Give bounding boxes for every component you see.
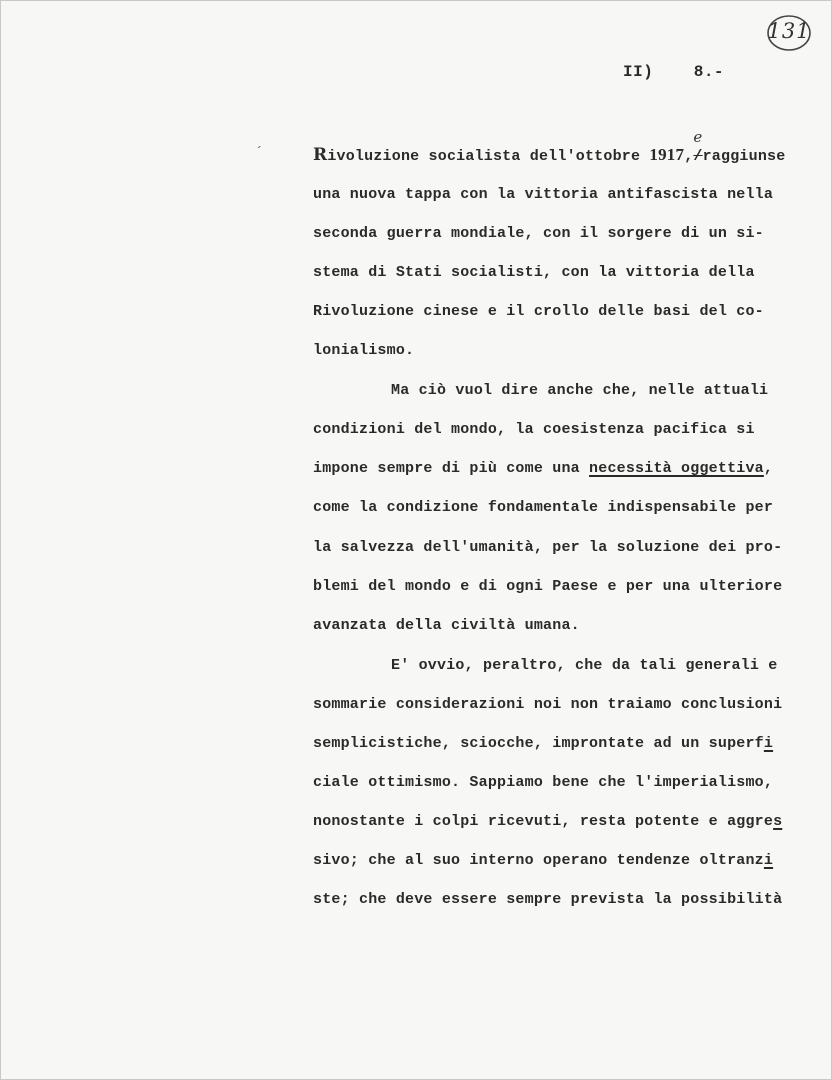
handwritten-correction <box>693 128 703 167</box>
text-line-7: Ma ciò vuol dire anche che, nelle attuali <box>391 382 769 399</box>
text-segment: ivoluzione socialista dell'ottobre <box>327 148 650 165</box>
archive-number-stamp <box>765 13 813 53</box>
text-line-3: seconda guerra mondiale, con il sorgere di un si- <box>313 225 764 242</box>
comma: , <box>684 148 694 165</box>
text-line-13: avanzata della civiltà umana. <box>313 617 580 634</box>
text-line-9 <box>313 459 773 479</box>
text-line-17: ciale ottimismo. Sappiamo bene che l'imperialismo, <box>313 774 774 791</box>
text-line-11: la salvezza dell'umanità, per la soluzione dei pro- <box>313 539 783 556</box>
year-text: 1917 <box>649 145 685 164</box>
correction-insert: e <box>693 128 703 146</box>
text-line-8: condizioni del mondo, la coesistenza pacifica si <box>313 421 755 438</box>
page-reference: II) 8.- <box>623 63 725 81</box>
text-segment: , <box>763 460 774 477</box>
text-line-14: E' ovvio, peraltro, che da tali generali e <box>391 657 778 674</box>
text-line-16 <box>313 734 773 754</box>
text-segment: semplicistiche, sciocche, improntate ad un superf <box>313 735 764 752</box>
text-line-15: sommarie considerazioni noi non traiamo conclusioni <box>313 696 783 713</box>
text-segment: raggiunse <box>702 148 786 165</box>
underlined-text: i <box>763 852 774 869</box>
text-line-18 <box>313 812 782 832</box>
archive-number-text: 131 <box>767 19 811 43</box>
text-line-2: una nuova tappa con la vittoria antifascista nella <box>313 186 774 203</box>
text-line-19 <box>313 851 773 871</box>
text-segment: sivo; che al suo interno operano tendenze oltranz <box>313 852 764 869</box>
text-line-5: Rivoluzione cinese e il crollo delle basi del co- <box>313 303 764 320</box>
struck-text: / <box>693 148 703 165</box>
text-segment: nonostante i colpi ricevuti, resta potente e aggre <box>313 813 774 830</box>
text-line-1 <box>313 128 786 167</box>
corrected-initial-letter: R <box>313 145 328 165</box>
text-line-12: blemi del mondo e di ogni Paese e per una ulteriore <box>313 578 783 595</box>
underlined-text: i <box>763 735 774 752</box>
text-line-20: ste; che deve essere sempre prevista la possibilità <box>313 891 783 908</box>
text-segment: impone sempre di più come una <box>313 460 590 477</box>
text-line-10: come la condizione fondamentale indispensabile per <box>313 499 774 516</box>
text-line-6: lonialismo. <box>313 342 415 359</box>
underlined-text: s <box>773 813 783 830</box>
underlined-text: necessità oggettiva <box>589 460 764 477</box>
text-line-4: stema di Stati socialisti, con la vittoria della <box>313 264 755 281</box>
margin-mark: ´ <box>255 145 264 161</box>
